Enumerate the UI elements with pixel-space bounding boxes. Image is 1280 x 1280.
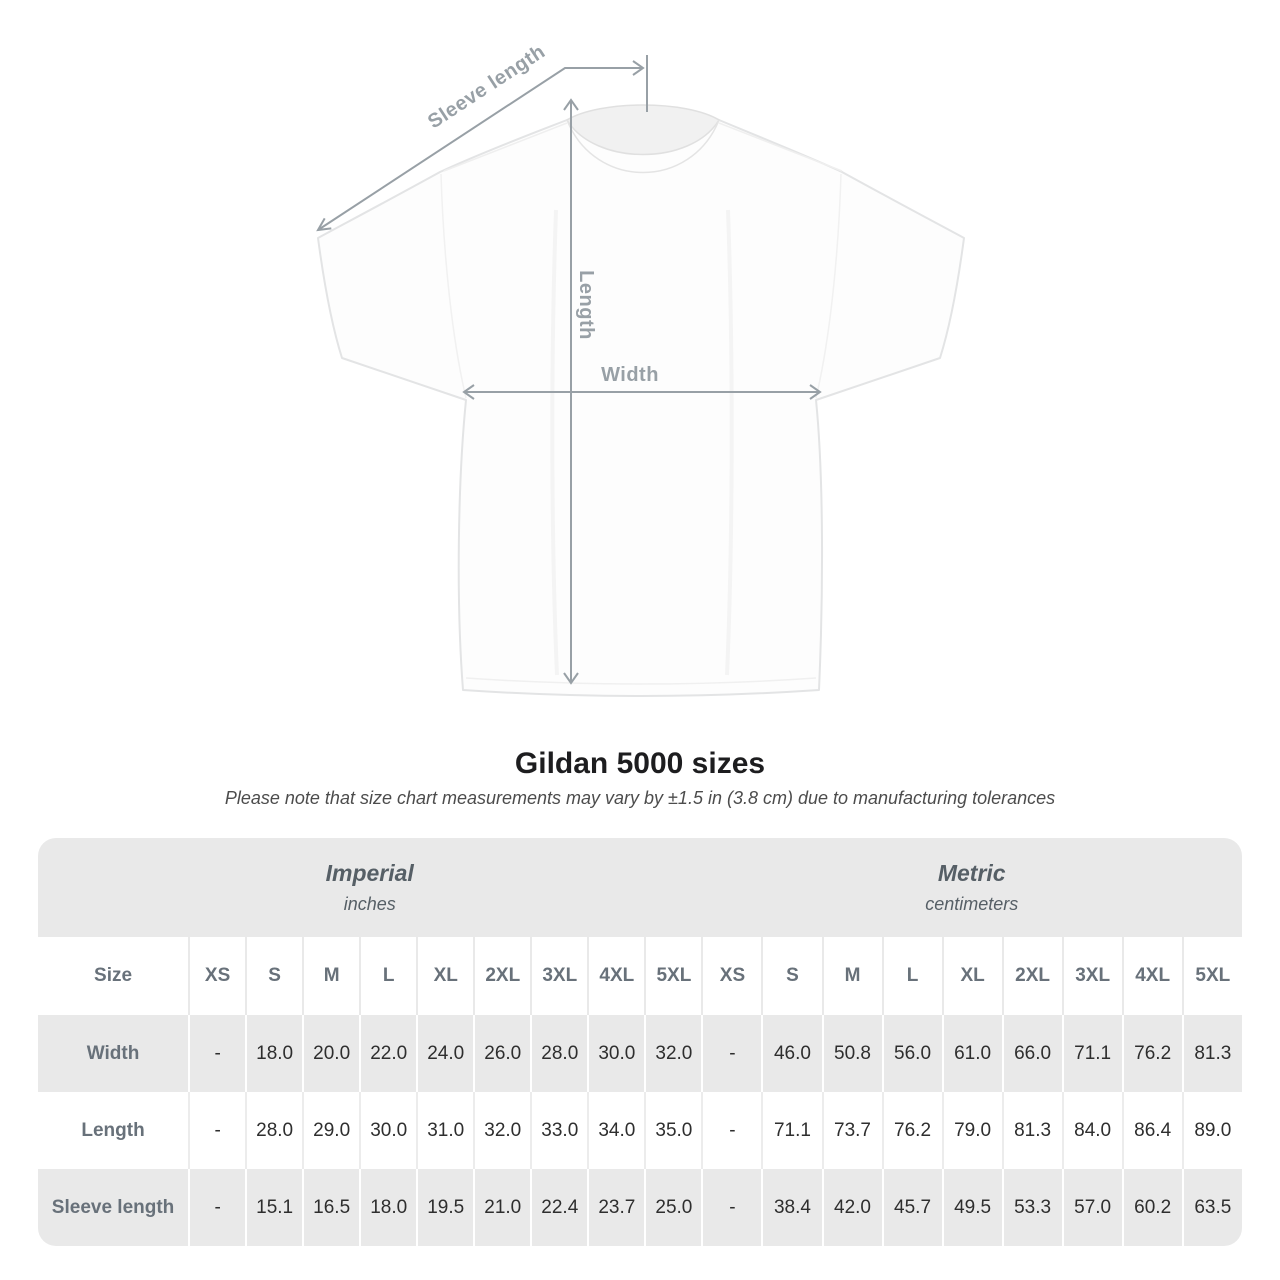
value-cell: 20.0	[302, 1015, 359, 1092]
value-cell: 29.0	[302, 1092, 359, 1169]
value-cell: 76.2	[882, 1092, 942, 1169]
value-cell: 24.0	[416, 1015, 473, 1092]
value-cell: 79.0	[942, 1092, 1002, 1169]
value-cell: 45.7	[882, 1169, 942, 1246]
value-cell: 32.0	[473, 1092, 530, 1169]
size-col-header: 5XL	[644, 937, 701, 1015]
size-col-header: XL	[942, 937, 1002, 1015]
value-cell: 57.0	[1062, 1169, 1122, 1246]
value-cell: 15.1	[245, 1169, 302, 1246]
size-col-header: 2XL	[1002, 937, 1062, 1015]
value-cell: 34.0	[587, 1092, 644, 1169]
value-cell: 60.2	[1122, 1169, 1182, 1246]
size-col-header: L	[359, 937, 416, 1015]
unit-name: Imperial	[325, 860, 414, 886]
value-cell: 49.5	[942, 1169, 1002, 1246]
size-col-header: 3XL	[530, 937, 587, 1015]
value-cell: -	[701, 1092, 761, 1169]
table-row-width	[38, 1015, 1242, 1092]
unit-sub: inches	[343, 894, 396, 914]
size-col-header: S	[245, 937, 302, 1015]
value-cell: 73.7	[822, 1092, 882, 1169]
value-cell: 66.0	[1002, 1015, 1062, 1092]
value-cell: 30.0	[359, 1092, 416, 1169]
value-cell: 28.0	[530, 1015, 587, 1092]
size-col-header: 2XL	[473, 937, 530, 1015]
value-cell: 71.1	[1062, 1015, 1122, 1092]
size-header-row	[38, 937, 1242, 1015]
value-cell: 22.0	[359, 1015, 416, 1092]
value-cell: -	[701, 1015, 761, 1092]
value-cell: 86.4	[1122, 1092, 1182, 1169]
tshirt-shape	[318, 105, 964, 696]
value-cell: 19.5	[416, 1169, 473, 1246]
value-cell: 35.0	[644, 1092, 701, 1169]
value-cell: 38.4	[761, 1169, 821, 1246]
size-col-header: XS	[188, 937, 245, 1015]
value-cell: 26.0	[473, 1015, 530, 1092]
value-cell: 22.4	[530, 1169, 587, 1246]
heading	[0, 748, 1280, 809]
row-label: Sleeve length	[38, 1169, 188, 1246]
value-cell: 61.0	[942, 1015, 1002, 1092]
sleeve-length-label: Sleeve length	[424, 40, 550, 134]
unit-header-row	[38, 838, 1242, 937]
value-cell: 89.0	[1182, 1092, 1242, 1169]
size-col-header: M	[822, 937, 882, 1015]
value-cell: -	[188, 1015, 245, 1092]
arrowhead	[318, 218, 331, 230]
value-cell: -	[188, 1169, 245, 1246]
value-cell: 31.0	[416, 1092, 473, 1169]
value-cell: 63.5	[1182, 1169, 1242, 1246]
unit-name: Metric	[937, 860, 1006, 886]
value-cell: 53.3	[1002, 1169, 1062, 1246]
length-label: Length	[575, 270, 597, 340]
page-title: Gildan 5000 sizes	[514, 747, 766, 780]
value-cell: 81.3	[1182, 1015, 1242, 1092]
value-cell: 71.1	[761, 1092, 821, 1169]
size-col-header: 4XL	[587, 937, 644, 1015]
value-cell: 18.0	[359, 1169, 416, 1246]
imperial-unit-header	[38, 838, 701, 937]
size-col-header: 4XL	[1122, 937, 1182, 1015]
size-col-header: L	[882, 937, 942, 1015]
size-table	[38, 838, 1242, 1246]
size-col-header: 3XL	[1062, 937, 1122, 1015]
unit-sub: centimeters	[925, 894, 1019, 914]
tshirt-body	[318, 110, 964, 697]
value-cell: 46.0	[761, 1015, 821, 1092]
value-cell: 23.7	[587, 1169, 644, 1246]
value-cell: -	[701, 1169, 761, 1246]
value-cell: 56.0	[882, 1015, 942, 1092]
value-cell: -	[188, 1092, 245, 1169]
value-cell: 33.0	[530, 1092, 587, 1169]
value-cell: 21.0	[473, 1169, 530, 1246]
value-cell: 18.0	[245, 1015, 302, 1092]
value-cell: 30.0	[587, 1015, 644, 1092]
size-col-header: XS	[701, 937, 761, 1015]
value-cell: 42.0	[822, 1169, 882, 1246]
value-cell: 84.0	[1062, 1092, 1122, 1169]
size-col-header: M	[302, 937, 359, 1015]
value-cell: 28.0	[245, 1092, 302, 1169]
size-col-header: XL	[416, 937, 473, 1015]
table-row-sleeve-length	[38, 1169, 1242, 1246]
value-cell: 25.0	[644, 1169, 701, 1246]
row-label: Width	[38, 1015, 188, 1092]
value-cell: 50.8	[822, 1015, 882, 1092]
value-cell: 32.0	[644, 1015, 701, 1092]
value-cell: 81.3	[1002, 1092, 1062, 1169]
width-label: Width	[601, 364, 659, 386]
table-row-length	[38, 1092, 1242, 1169]
size-col-header: S	[761, 937, 821, 1015]
size-chart-table-container	[38, 838, 1242, 1246]
size-col-header: 5XL	[1182, 937, 1242, 1015]
size-col-title: Size	[38, 937, 188, 1015]
metric-unit-header	[701, 838, 1242, 937]
row-label: Length	[38, 1092, 188, 1169]
value-cell: 76.2	[1122, 1015, 1182, 1092]
tolerance-note: Please note that size chart measurements may vary by ±1.5 in (3.8 cm) due to manufacturing tolerances	[224, 788, 1056, 808]
value-cell: 16.5	[302, 1169, 359, 1246]
